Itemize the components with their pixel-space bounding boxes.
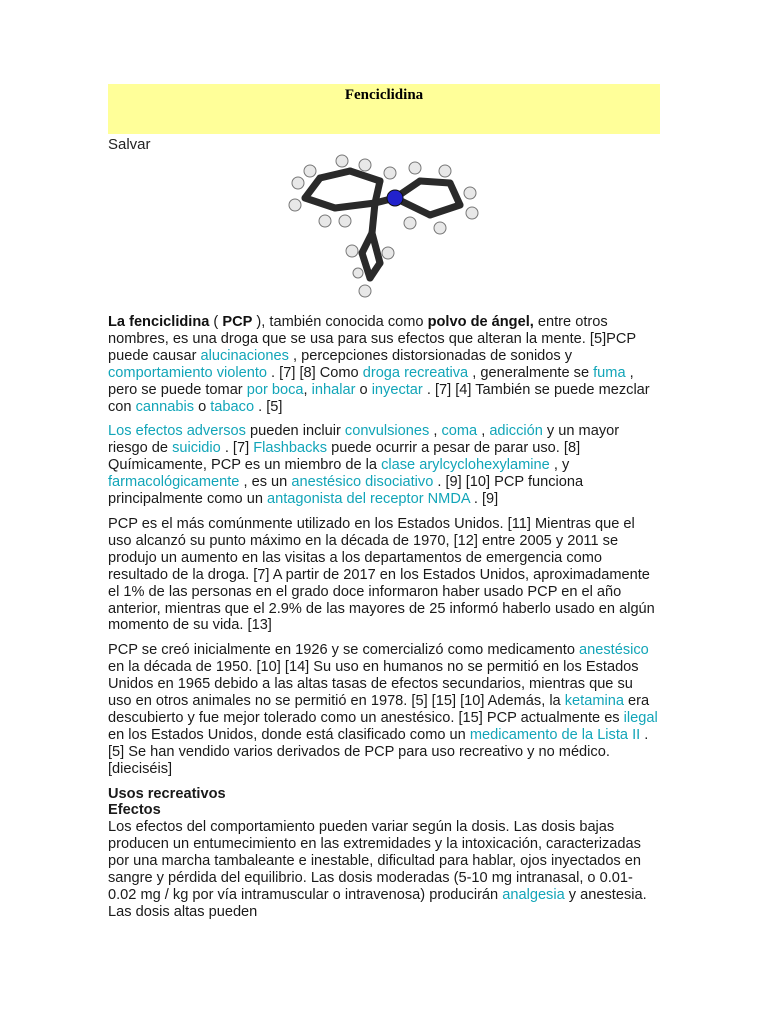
- text: entre otros nombres, es una droga que se usa para sus efectos que alteran la mente. [5]PCP puede causar: [108, 314, 636, 364]
- link-adiccion[interactable]: adicción: [489, 423, 543, 440]
- text: . [7] [8] Como: [267, 364, 363, 381]
- link-medicamento-lista-ii[interactable]: medicamento de la Lista II: [469, 726, 641, 743]
- link-analgesia[interactable]: analgesia: [502, 887, 565, 903]
- title-bar: [108, 84, 660, 134]
- link-anestesico-disociativo[interactable]: anestésico disociativo: [291, 474, 434, 491]
- text: o: [355, 381, 372, 398]
- link-ketamina[interactable]: ketamina: [564, 693, 624, 710]
- text: PCP se creó inicialmente en 1926 y se comercializó como medicamento: [108, 642, 580, 659]
- term-polvo-de-angel: polvo de ángel,: [427, 314, 534, 330]
- link-suicidio[interactable]: suicidio: [172, 440, 221, 457]
- link-clase-arylcyclohexylamine[interactable]: clase arylcyclohexylamine: [381, 457, 550, 474]
- link-inhalar[interactable]: inhalar: [311, 381, 356, 398]
- text: ,: [477, 423, 490, 440]
- text: Los efectos del comportamiento pueden variar según la dosis. Las dosis bajas producen un entumecimiento en las extremidades y la intoxicación, caracterizadas por una marcha tambaleante e inestable, dificultad para hablar, ojos inyectados en sangre y pérdida del equilibrio. Las dosis moderadas (5-10 mg intranasal, o 0.01-0.02 mg / kg por vía intramuscular o intravenosa) producirán: [108, 819, 642, 903]
- article-body: [108, 314, 660, 929]
- link-fuma[interactable]: fuma: [593, 364, 626, 381]
- link-comportamiento-violento[interactable]: comportamiento violento: [108, 364, 267, 381]
- text: . [5] Se han vendido varios derivados de PCP para uso recreativo y no médico. [dieciséis]: [108, 726, 649, 777]
- save-link[interactable]: Salvar: [108, 136, 151, 153]
- term-fenciclidina: La fenciclidina: [108, 314, 210, 330]
- link-flashbacks[interactable]: Flashbacks: [253, 440, 328, 457]
- text: o: [194, 398, 211, 415]
- text: en los Estados Unidos, donde está clasificado como un: [108, 726, 470, 743]
- link-tabaco[interactable]: tabaco: [210, 398, 255, 415]
- text: . [7]: [220, 440, 254, 457]
- text: , pero se puede tomar: [108, 364, 634, 398]
- paragraph-effects: [108, 423, 660, 508]
- link-anestesico[interactable]: anestésico: [579, 642, 649, 659]
- text: puede ocurrir a pesar de parar uso. [8] Químicamente, PCP es un miembro de la: [108, 440, 581, 474]
- text: . [9] [10] PCP funciona principalmente como un: [108, 474, 584, 508]
- text: . [5]: [254, 398, 283, 415]
- link-antagonista-nmda[interactable]: antagonista del receptor NMDA: [267, 491, 470, 508]
- heading-usos-recreativos: Usos recreativos: [108, 785, 226, 802]
- paragraph-usage: PCP es el más comúnmente utilizado en los Estados Unidos. [11] Mientras que el uso alcanzó su punto máximo en la década de 1970, [12] entre 2005 y 2011 se produjo un aumento en las visitas a los departamentos de emergencia como resultado de la droga. [7] A partir de 2017 en los Estados Unidos, aproximadamente el 1% de las personas en el grado doce informaron haber usado PCP en el año anterior, mientras que el 2.9% de las mayores de 25 informó haberlo usado en algún momento de su vida. [13]: [108, 515, 655, 634]
- text: , es un: [239, 474, 292, 491]
- link-alucinaciones[interactable]: alucinaciones: [200, 347, 289, 364]
- pcp-molecule-image: [280, 153, 490, 303]
- link-coma[interactable]: coma: [441, 423, 478, 440]
- term-pcp: PCP: [222, 314, 253, 330]
- text: ,: [429, 423, 442, 440]
- text: (: [209, 314, 223, 330]
- link-efectos-adversos[interactable]: Los efectos adversos: [108, 423, 246, 440]
- paragraph-history: [108, 642, 660, 777]
- text: , generalmente se: [468, 364, 594, 381]
- text: , percepciones distorsionadas de sonidos y: [288, 347, 573, 364]
- heading-efectos: Efectos: [108, 802, 161, 819]
- link-farmacologicamente[interactable]: farmacológicamente: [108, 474, 240, 491]
- link-ilegal[interactable]: ilegal: [623, 709, 658, 726]
- link-inyectar[interactable]: inyectar: [371, 381, 423, 398]
- link-por-boca[interactable]: por boca: [246, 381, 304, 398]
- text: era descubierto y fue mejor tolerado como un anestésico. [15] PCP actualmente es: [108, 693, 650, 726]
- text: . [7] [4] También se puede mezclar con: [108, 381, 650, 415]
- text: . [9]: [469, 491, 499, 508]
- text: en la década de 1950. [10] [14] Su uso en humanos no se permitió en los Estados Unidos en 1965 debido a las altas tasas de efectos secundarios, mientras que su uso en otros animales no se permitió en 1978. [5] [15] [10] Además, la: [108, 659, 639, 710]
- text: ,: [303, 381, 312, 398]
- paragraph-intro: [108, 314, 660, 415]
- text: ), también conocida como: [252, 314, 428, 330]
- paragraph-dose-effects: [108, 819, 660, 920]
- text: pueden incluir: [245, 423, 345, 440]
- link-droga-recreativa[interactable]: droga recreativa: [362, 364, 469, 381]
- text: y anestesia. Las dosis altas pueden: [108, 887, 647, 920]
- page-title: Fenciclidina: [344, 87, 424, 103]
- text: y un mayor riesgo de: [108, 423, 620, 457]
- text: , y: [549, 457, 570, 474]
- link-convulsiones[interactable]: convulsiones: [344, 423, 430, 440]
- link-cannabis[interactable]: cannabis: [135, 398, 195, 415]
